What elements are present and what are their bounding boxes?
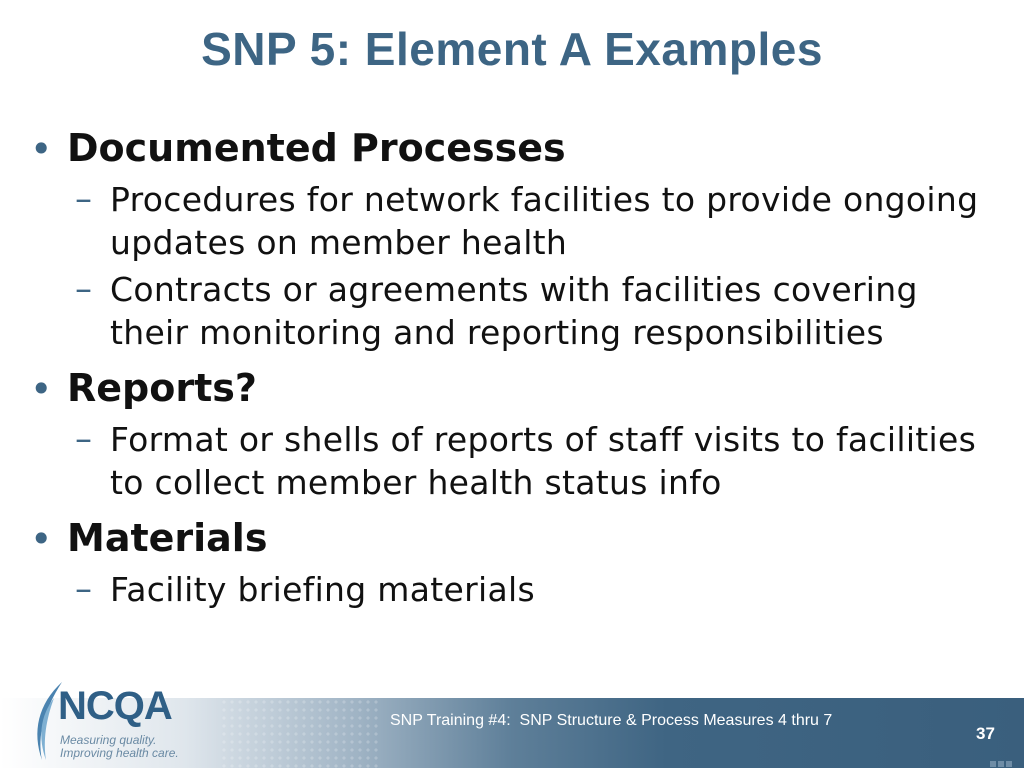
bullet-marker: • <box>30 517 53 561</box>
footer-text: SNP Training #4: SNP Structure & Process Measures 4 thru 7 <box>390 712 833 729</box>
logo-tagline-line: Measuring quality. <box>60 733 157 747</box>
sub-bullet-text: Format or shells of reports of staff visits to facilities to collect member health status info <box>110 420 977 502</box>
bullet-marker: • <box>30 127 53 171</box>
sub-bullet-item <box>30 178 1000 264</box>
bullet-list <box>30 122 1000 611</box>
corner-decoration <box>990 752 1020 760</box>
dash-marker: – <box>75 419 92 459</box>
dash-marker: – <box>75 569 92 609</box>
page-number: 37 <box>976 724 995 743</box>
footer-pattern <box>220 698 380 768</box>
bullet-label: Materials <box>67 516 268 560</box>
dash-marker: – <box>75 269 92 309</box>
sub-bullet-text: Facility briefing materials <box>110 570 535 609</box>
bullet-item <box>30 512 1000 564</box>
bullet-item <box>30 122 1000 174</box>
dash-marker: – <box>75 179 92 219</box>
bullet-label: Reports? <box>67 366 257 410</box>
sub-bullet-item <box>30 568 1000 611</box>
bullet-label: Documented Processes <box>67 126 566 170</box>
ncqa-logo <box>28 676 198 766</box>
slide-title: SNP 5: Element A Examples <box>201 23 823 75</box>
logo-tagline-line: Improving health care. <box>60 746 179 760</box>
sub-bullet-text: Procedures for network facilities to provide ongoing updates on member health <box>110 180 979 262</box>
logo-wordmark: NCQA <box>58 684 172 728</box>
sub-bullet-item <box>30 418 1000 504</box>
sub-bullet-text: Contracts or agreements with facilities covering their monitoring and reporting responsibilities <box>110 270 918 352</box>
logo-tagline <box>60 734 179 760</box>
sub-bullet-item <box>30 268 1000 354</box>
bullet-marker: • <box>30 367 53 411</box>
bullet-item <box>30 362 1000 414</box>
